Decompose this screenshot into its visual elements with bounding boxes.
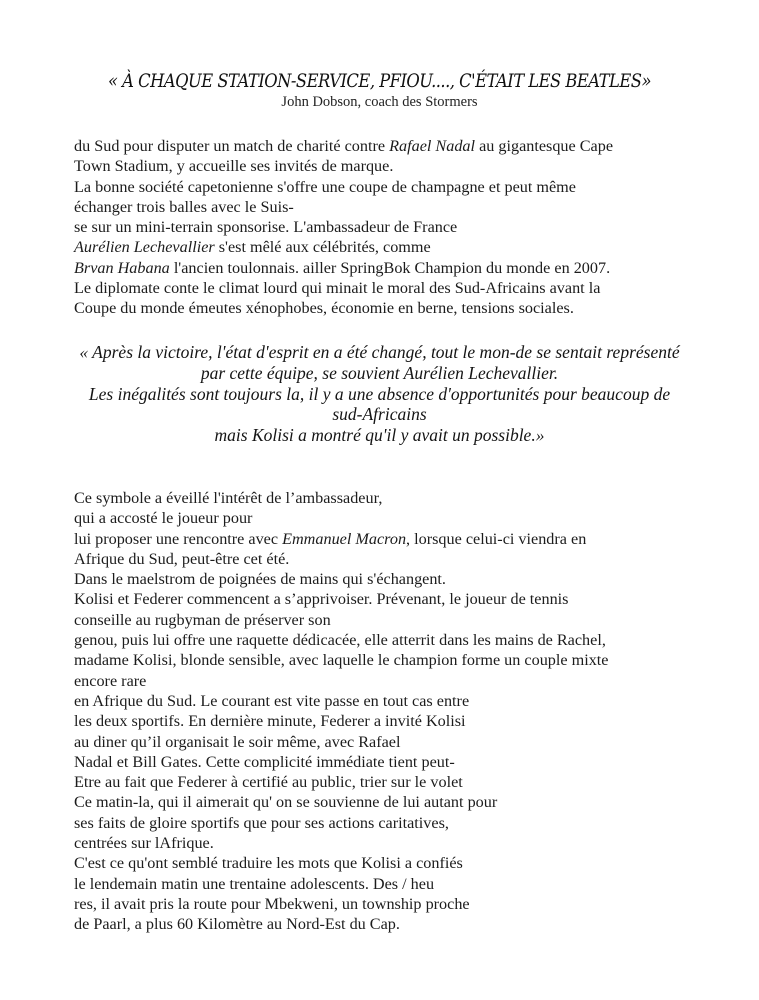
quote-line: mais Kolisi a montré qu'il y avait un possible.» xyxy=(214,425,545,446)
text-run: se sur un mini-terrain sponsorise. L'ambassadeur de France xyxy=(74,218,458,237)
text-run: , lorsque celui-ci viendra en xyxy=(406,529,587,548)
text-line xyxy=(74,298,714,318)
text-line xyxy=(74,711,714,731)
text-line xyxy=(74,278,714,298)
text-run: au diner qu’il organisait le soir même, avec Rafael xyxy=(74,732,401,751)
text-line xyxy=(74,833,714,853)
text-run: au gigantesque Cape xyxy=(475,137,614,155)
text-line xyxy=(74,813,714,833)
text-run: Le diplomate conte le climat lourd qui minait le moral des Sud-Africains avant la xyxy=(74,279,601,298)
text-line xyxy=(74,914,714,934)
headline: « À CHAQUE STATION-SERVICE, PFIOU...., C'ÉTAIT LES BEATLES» xyxy=(108,70,651,92)
text-run: qui a accosté le joueur pour xyxy=(74,509,253,528)
text-line xyxy=(74,671,714,691)
text-run: Dans le maelstrom de poignées de mains qui s'échangent. xyxy=(74,570,446,589)
text-line xyxy=(74,508,714,528)
pull-quote xyxy=(0,342,759,446)
text-run: Coupe du monde émeutes xénophobes, économie en berne, tensions sociales. xyxy=(74,299,574,318)
text-run: La bonne société capetonienne s'offre une coupe de champagne et peut même xyxy=(74,177,576,196)
text-run: C'est ce qu'ont semblé traduire les mots que Kolisi a confiés xyxy=(74,854,463,873)
text-line xyxy=(74,569,714,589)
text-run: madame Kolisi, blonde sensible, avec laquelle le champion forme un couple mixte xyxy=(74,651,609,670)
text-line xyxy=(74,136,714,156)
text-run: centrées sur lAfrique. xyxy=(74,834,214,853)
text-line xyxy=(74,630,714,650)
text-run: échanger trois balles avec le Suis- xyxy=(74,197,294,216)
text-run: le lendemain matin une trentaine adolescents. Des / heu xyxy=(74,874,435,893)
text-run: Ce matin-la, qui il aimerait qu' on se souvienne de lui autant pour xyxy=(74,793,498,812)
quote-line: sud-Africains xyxy=(332,404,427,425)
text-run: s'est mêlé aux célébrités, comme xyxy=(214,238,431,257)
text-line xyxy=(74,874,714,894)
text-line xyxy=(74,853,714,873)
text-line xyxy=(74,258,714,278)
text-run: les deux sportifs. En dernière minute, Federer a invité Kolisi xyxy=(74,712,466,731)
text-run: du Sud pour disputer un match de charité contre xyxy=(74,137,390,155)
text-line xyxy=(74,529,714,549)
byline: John Dobson, coach des Stormers xyxy=(281,94,478,110)
text-run: encore rare xyxy=(74,671,147,690)
quote-line: Les inégalités sont toujours la, il y a une absence d'opportunités pour beaucoup de xyxy=(88,383,671,404)
text-line xyxy=(74,752,714,772)
text-run: Town Stadium, y accueille ses invités de marque. xyxy=(74,157,394,176)
text-line xyxy=(74,549,714,569)
text-line xyxy=(74,488,714,508)
italic-name: Rafael Nadal xyxy=(389,137,476,155)
text-run: conseille au rugbyman de préserver son xyxy=(74,610,331,629)
text-line xyxy=(74,197,714,217)
text-run: Nadal et Bill Gates. Cette complicité immédiate tient peut- xyxy=(74,752,455,771)
text-run: lui proposer une rencontre avec xyxy=(74,529,283,548)
italic-name: Brvan Habana xyxy=(74,258,170,277)
text-line xyxy=(74,589,714,609)
text-run: genou, puis lui offre une raquette dédicacée, elle atterrit dans les mains de Rachel, xyxy=(74,631,606,650)
text-run: ses faits de gloire sportifs que pour ses actions caritatives, xyxy=(74,813,449,832)
italic-name: Aurélien Lechevallier xyxy=(74,238,215,257)
article-paragraph-1 xyxy=(74,136,714,319)
article-paragraph-2 xyxy=(74,488,714,935)
text-line xyxy=(74,177,714,197)
quote-line: « Après la victoire, l'état d'esprit en a été changé, tout le mon-de se sentait représenté xyxy=(79,342,680,362)
text-line xyxy=(74,792,714,812)
text-line xyxy=(74,732,714,752)
text-line xyxy=(74,237,714,257)
text-run: de Paarl, a plus 60 Kilomètre au Nord-Est du Cap. xyxy=(74,915,400,934)
text-line xyxy=(74,772,714,792)
text-line xyxy=(74,156,714,176)
text-run: l'ancien toulonnais. ailler SpringBok Champion du monde en 2007. xyxy=(169,258,611,277)
text-line xyxy=(74,610,714,630)
italic-name: Emmanuel Macron xyxy=(282,529,407,548)
text-line xyxy=(74,217,714,237)
text-line xyxy=(74,691,714,711)
text-run: Kolisi et Federer commencent a s’apprivoiser. Prévenant, le joueur de tennis xyxy=(74,590,569,609)
text-run: Afrique du Sud, peut-être cet été. xyxy=(74,549,290,568)
text-run: en Afrique du Sud. Le courant est vite passe en tout cas entre xyxy=(74,691,470,710)
text-line xyxy=(74,894,714,914)
text-run: Etre au fait que Federer à certifié au public, trier sur le volet xyxy=(74,773,463,792)
text-run: Ce symbole a éveillé l'intérêt de l’ambassadeur, xyxy=(74,489,383,507)
text-run: res, il avait pris la route pour Mbekweni, un township proche xyxy=(74,894,470,913)
quote-line: par cette équipe, se souvient Aurélien Lechevallier. xyxy=(200,362,559,383)
text-line xyxy=(74,650,714,670)
